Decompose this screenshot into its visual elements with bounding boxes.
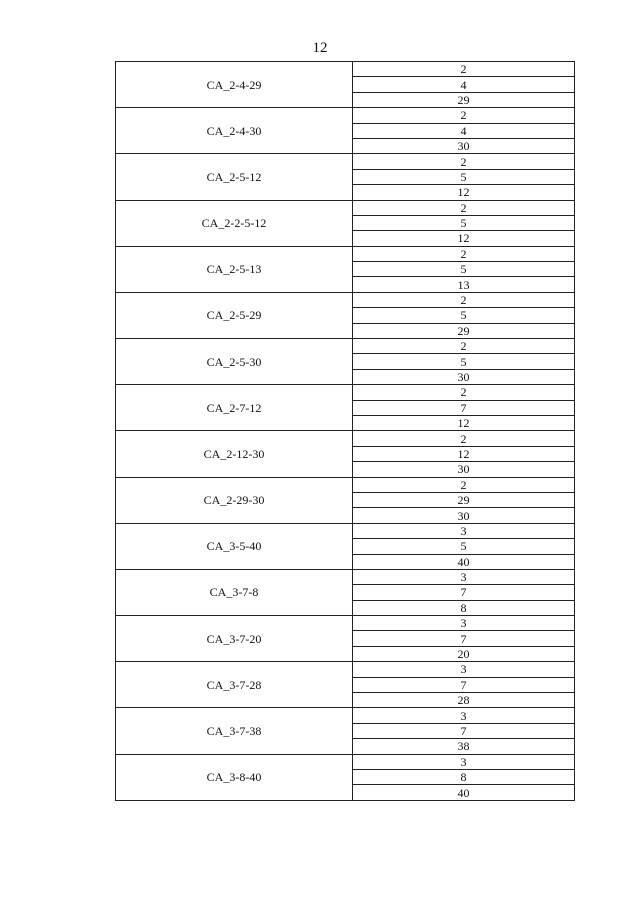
band-number: 8 <box>353 600 575 615</box>
band-number: 29 <box>353 92 575 107</box>
band-number: 3 <box>353 708 575 723</box>
band-number: 2 <box>353 154 575 169</box>
ca-combination-name: CA_3-5-40 <box>116 523 353 569</box>
band-number: 3 <box>353 569 575 584</box>
band-number: 2 <box>353 292 575 307</box>
ca-combination-name: CA_2-7-12 <box>116 385 353 431</box>
table-row <box>116 477 575 492</box>
band-number: 30 <box>353 138 575 153</box>
band-number: 2 <box>353 246 575 261</box>
band-number: 2 <box>353 477 575 492</box>
table-row <box>116 292 575 307</box>
band-number: 30 <box>353 369 575 384</box>
band-number: 30 <box>353 508 575 523</box>
ca-combination-name: CA_2-5-13 <box>116 246 353 292</box>
ca-combination-name: CA_2-29-30 <box>116 477 353 523</box>
band-number: 2 <box>353 62 575 77</box>
band-number: 3 <box>353 662 575 677</box>
band-number: 7 <box>353 723 575 738</box>
ca-combination-name: CA_2-5-30 <box>116 339 353 385</box>
band-number: 2 <box>353 339 575 354</box>
band-number: 30 <box>353 462 575 477</box>
band-number: 13 <box>353 277 575 292</box>
table-row <box>116 154 575 169</box>
ca-combination-name: CA_2-4-30 <box>116 108 353 154</box>
ca-combination-name: CA_3-7-38 <box>116 708 353 754</box>
band-number: 28 <box>353 693 575 708</box>
band-number: 7 <box>353 631 575 646</box>
table-row <box>116 616 575 631</box>
band-number: 3 <box>353 754 575 769</box>
band-number: 2 <box>353 200 575 215</box>
band-number: 7 <box>353 400 575 415</box>
band-number: 29 <box>353 492 575 507</box>
table-row <box>116 339 575 354</box>
table-row <box>116 62 575 77</box>
band-number: 2 <box>353 431 575 446</box>
table-row <box>116 523 575 538</box>
table-row <box>116 708 575 723</box>
band-number: 3 <box>353 616 575 631</box>
band-number: 5 <box>353 354 575 369</box>
ca-combination-name: CA_3-7-28 <box>116 662 353 708</box>
table-row <box>116 754 575 769</box>
table-row <box>116 569 575 584</box>
band-number: 12 <box>353 185 575 200</box>
ca-combination-name: CA_2-4-29 <box>116 62 353 108</box>
table-row <box>116 246 575 261</box>
ca-combination-name: CA_2-5-29 <box>116 292 353 338</box>
ca-combination-name: CA_2-12-30 <box>116 431 353 477</box>
band-number: 40 <box>353 785 575 800</box>
band-number: 20 <box>353 646 575 661</box>
band-number: 7 <box>353 585 575 600</box>
band-number: 29 <box>353 323 575 338</box>
band-number: 2 <box>353 385 575 400</box>
band-number: 5 <box>353 539 575 554</box>
band-number: 7 <box>353 677 575 692</box>
table-row <box>116 108 575 123</box>
ca-combination-name: CA_3-7-8 <box>116 569 353 615</box>
ca-combination-name: CA_2-2-5-12 <box>116 200 353 246</box>
ca-combination-name: CA_3-7-20 <box>116 616 353 662</box>
band-number: 3 <box>353 523 575 538</box>
table-row <box>116 200 575 215</box>
page-number: 12 <box>312 40 328 56</box>
carrier-aggregation-table <box>115 61 575 801</box>
ca-combination-name: CA_3-8-40 <box>116 754 353 800</box>
band-number: 12 <box>353 446 575 461</box>
band-number: 5 <box>353 262 575 277</box>
band-number: 12 <box>353 415 575 430</box>
band-number: 5 <box>353 308 575 323</box>
band-number: 2 <box>353 108 575 123</box>
table-body <box>116 62 575 801</box>
ca-combination-name: CA_2-5-12 <box>116 154 353 200</box>
band-number: 5 <box>353 169 575 184</box>
table-row <box>116 385 575 400</box>
table-row <box>116 431 575 446</box>
band-number: 38 <box>353 739 575 754</box>
band-number: 40 <box>353 554 575 569</box>
band-number: 5 <box>353 215 575 230</box>
band-number: 12 <box>353 231 575 246</box>
band-number: 8 <box>353 769 575 784</box>
band-number: 4 <box>353 123 575 138</box>
band-number: 4 <box>353 77 575 92</box>
table-row <box>116 662 575 677</box>
